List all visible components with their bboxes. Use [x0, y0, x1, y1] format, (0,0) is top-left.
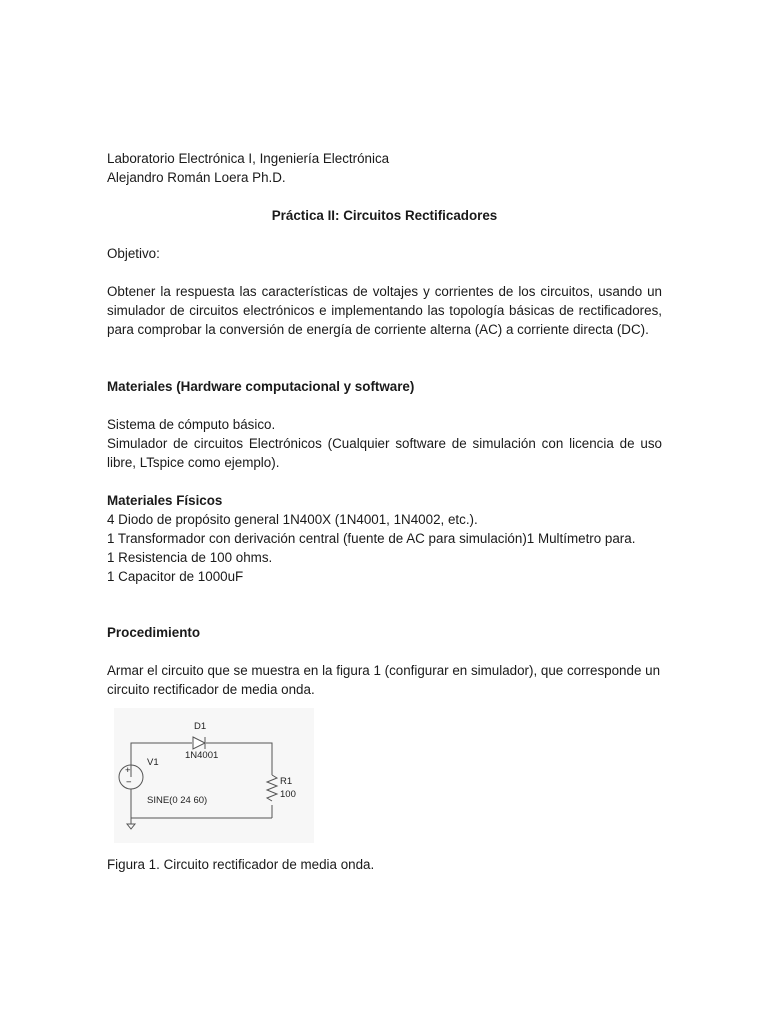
objective-text: Obtener la respuesta las características de voltajes y corrientes de los circuitos, usando un simulador de circuitos electrónicos e implementando las topología básicas de rectificadores, para comprobar la conversión de energía de corriente alterna (AC) a corriente directa (DC).: [107, 284, 662, 337]
source-minus-label: −: [126, 777, 132, 788]
diode-icon: [193, 737, 205, 749]
physical-materials-item: 1 Resistencia de 100 ohms.: [107, 550, 273, 565]
materials-heading: Materiales (Hardware computacional y software): [107, 379, 415, 394]
physical-materials-item: 4 Diodo de propósito general 1N400X (1N4001, 1N4002, etc.).: [107, 512, 478, 527]
physical-materials-item: 1 Capacitor de 1000uF: [107, 569, 244, 584]
objective-heading: Objetivo:: [107, 246, 160, 261]
source-value-label: SINE(0 24 60): [147, 795, 208, 806]
physical-materials-item: 1 Transformador con derivación central (fuente de AC para simulación)1 Multímetro para.: [107, 531, 636, 546]
resistor-symbol: [267, 775, 277, 801]
resistor-name-label: R1: [280, 776, 293, 787]
procedure-text: Armar el circuito que se muestra en la figura 1 (configurar en simulador), que corresponde un circuito rectificador de media onda.: [107, 663, 661, 697]
wire-top-left: [131, 743, 192, 777]
materials-item: Sistema de cómputo básico.: [107, 417, 276, 432]
source-plus-label: +: [125, 765, 131, 776]
resistor-value-label: 100: [280, 789, 296, 800]
circuit-figure: [114, 708, 314, 843]
header-course: Laboratorio Electrónica I, Ingeniería Electrónica: [107, 151, 390, 166]
physical-materials-heading: Materiales Físicos: [107, 493, 223, 508]
materials-item: Simulador de circuitos Electrónicos (Cualquier software de simulación con licencia de uso libre, LTspice como ejemplo).: [107, 436, 662, 470]
header-author: Alejandro Román Loera Ph.D.: [107, 170, 286, 185]
diode-model-label: 1N4001: [185, 750, 219, 761]
diode-name-label: D1: [194, 721, 207, 732]
document-title: Práctica II: Circuitos Rectificadores: [271, 208, 498, 223]
half-wave-rectifier-schematic: [114, 708, 314, 843]
document-page: [107, 149, 662, 874]
source-name-label: V1: [147, 757, 159, 768]
figure-caption: Figura 1. Circuito rectificador de media onda.: [107, 857, 375, 872]
procedure-heading: Procedimiento: [107, 625, 201, 640]
ground-icon: [127, 824, 135, 829]
